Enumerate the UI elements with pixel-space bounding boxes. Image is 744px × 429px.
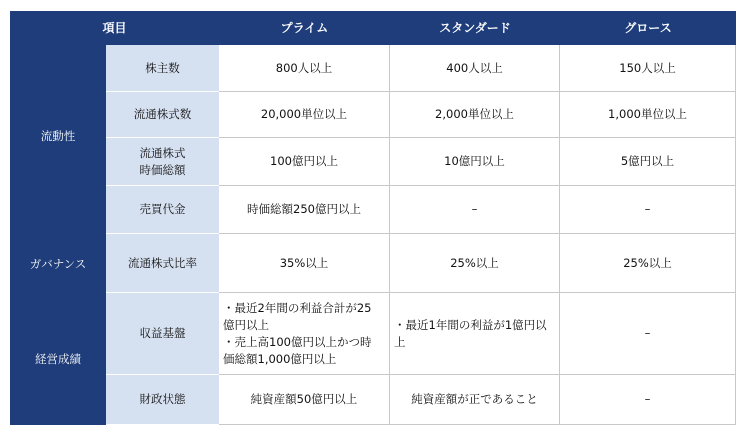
- header-prime: プライム: [219, 11, 390, 45]
- row-label: 流通株式 時価総額: [106, 138, 219, 186]
- table-cell: 25%以上: [560, 234, 736, 293]
- row-label: 収益基盤: [106, 293, 219, 375]
- group-governance: ガバナンス: [10, 254, 106, 274]
- row-label: 株主数: [106, 45, 219, 92]
- table-cell: 35%以上: [219, 234, 390, 293]
- table-cell: 純資産額50億円以上: [219, 375, 390, 425]
- table-cell: –: [560, 293, 736, 375]
- table-cell: ・最近2年間の利益合計が25 億円以上 ・売上高100億円以上かつ時 価総額1,000億円以上: [219, 293, 390, 375]
- row-label: 流通株式比率: [106, 234, 219, 293]
- table-cell: –: [560, 186, 736, 234]
- table-cell: 1,000単位以上: [560, 92, 736, 138]
- table-cell: 時価総額250億円以上: [219, 186, 390, 234]
- listing-criteria-table: [10, 11, 736, 425]
- header-growth: グロース: [560, 11, 736, 45]
- table-cell: 400人以上: [390, 45, 560, 92]
- table-cell: 20,000単位以上: [219, 92, 390, 138]
- header-standard: スタンダード: [390, 11, 560, 45]
- table-cell: 10億円以上: [390, 138, 560, 186]
- table-cell: 100億円以上: [219, 138, 390, 186]
- table-cell: 2,000単位以上: [390, 92, 560, 138]
- group-liquidity: 流動性: [10, 126, 106, 146]
- table-cell: –: [560, 375, 736, 425]
- header-item: 項目: [10, 11, 219, 45]
- table-cell: ・最近1年間の利益が1億円以 上: [390, 293, 560, 375]
- table-cell: 5億円以上: [560, 138, 736, 186]
- group-performance: 経営成績: [10, 349, 106, 369]
- row-label: 流通株式数: [106, 92, 219, 138]
- table-cell: 25%以上: [390, 234, 560, 293]
- row-label: 売買代金: [106, 186, 219, 234]
- table-cell: 800人以上: [219, 45, 390, 92]
- table-cell: –: [390, 186, 560, 234]
- table-cell: 150人以上: [560, 45, 736, 92]
- table-cell: 純資産額が正であること: [390, 375, 560, 425]
- row-label: 財政状態: [106, 375, 219, 425]
